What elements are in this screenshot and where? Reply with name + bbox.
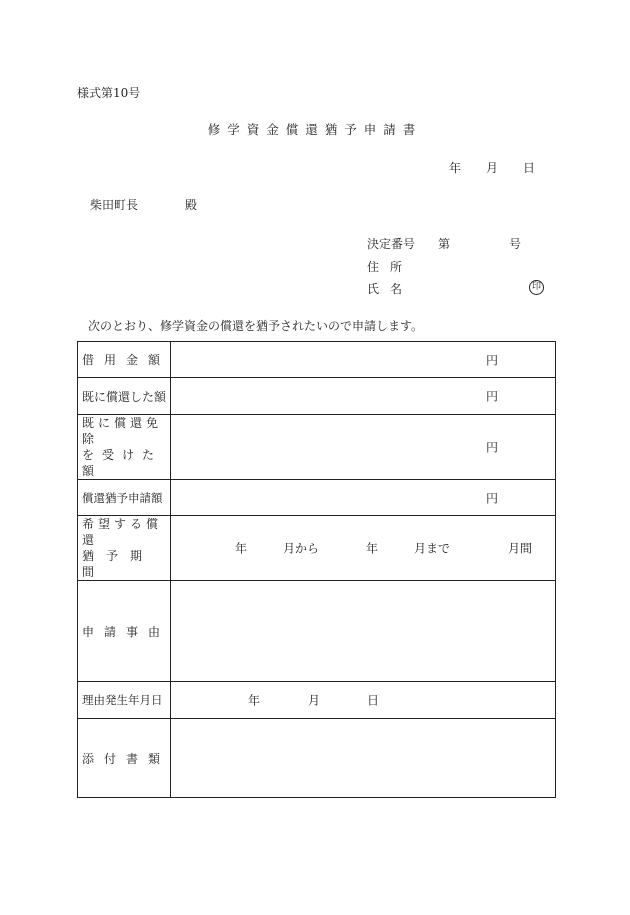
- period-months: 月間: [508, 541, 533, 556]
- application-table: [77, 341, 556, 798]
- reason-date-label: 理由発生年月日: [78, 682, 171, 719]
- repaid-amount-field[interactable]: [171, 378, 556, 415]
- document-title: 修学資金償還猶予申請書: [207, 122, 423, 137]
- exempted-label-line2: を受けた額: [82, 448, 163, 478]
- reason-date-year: 年: [248, 693, 261, 708]
- period-to-year: 年: [366, 541, 379, 556]
- period-to-month: 月まで: [414, 541, 451, 556]
- repaid-amount-unit: 円: [486, 389, 499, 404]
- exempted-amount-label: [78, 415, 171, 480]
- deferral-amount-field[interactable]: [171, 480, 556, 516]
- deferral-amount-label: 償還猶予申請額: [78, 480, 171, 516]
- deferral-amount-unit: 円: [486, 491, 499, 505]
- period-field[interactable]: [171, 516, 556, 581]
- period-label: [78, 516, 171, 581]
- table-row-borrowed: [78, 342, 556, 378]
- exempted-amount-field[interactable]: [171, 415, 556, 480]
- name-label: 氏名: [367, 282, 414, 296]
- decision-number-suffix: 号: [509, 237, 522, 251]
- period-label-line1: 希望する償還: [82, 517, 163, 547]
- application-statement: 次のとおり、修学資金の償還を猶予されたいので申請します。: [88, 319, 424, 333]
- reason-date-month: 月: [308, 693, 321, 708]
- period-from-year: 年: [235, 541, 248, 556]
- exempted-label-line1: 既に償還免除: [82, 416, 163, 446]
- date-day-label: 日: [523, 161, 536, 175]
- table-row-exempted: [78, 415, 556, 480]
- borrowed-amount-label: 借用金額: [78, 342, 171, 378]
- borrowed-amount-field[interactable]: [171, 342, 556, 378]
- decision-number-label: 決定番号: [367, 237, 416, 251]
- table-row-reason: [78, 581, 556, 682]
- decision-number-prefix: 第: [438, 237, 451, 251]
- exempted-amount-unit: 円: [486, 440, 499, 455]
- seal-mark: 印: [529, 280, 544, 295]
- reason-date-field[interactable]: [171, 682, 556, 719]
- table-row-repaid: [78, 378, 556, 415]
- address-label: 住所: [367, 260, 414, 274]
- borrowed-amount-unit: 円: [486, 353, 499, 367]
- table-row-deferral-amount: [78, 480, 556, 516]
- addressee-name: 柴田町長: [90, 198, 139, 212]
- period-label-line2: 猶予期間: [82, 549, 155, 579]
- reason-field[interactable]: [171, 581, 556, 682]
- reason-label: 申請事由: [78, 581, 171, 682]
- table-row-period: [78, 516, 556, 581]
- period-from-month: 月から: [283, 541, 320, 556]
- attachments-label: 添付書類: [78, 719, 171, 798]
- table-row-attachments: [78, 719, 556, 798]
- form-number: 様式第10号: [77, 86, 141, 100]
- attachments-field[interactable]: [171, 719, 556, 798]
- date-year-label: 年: [449, 161, 462, 175]
- date-month-label: 月: [486, 161, 499, 175]
- repaid-amount-label: 既に償還した額: [78, 378, 171, 415]
- table-row-reason-date: [78, 682, 556, 719]
- reason-date-day: 日: [367, 693, 380, 708]
- addressee-honorific: 殿: [185, 198, 198, 212]
